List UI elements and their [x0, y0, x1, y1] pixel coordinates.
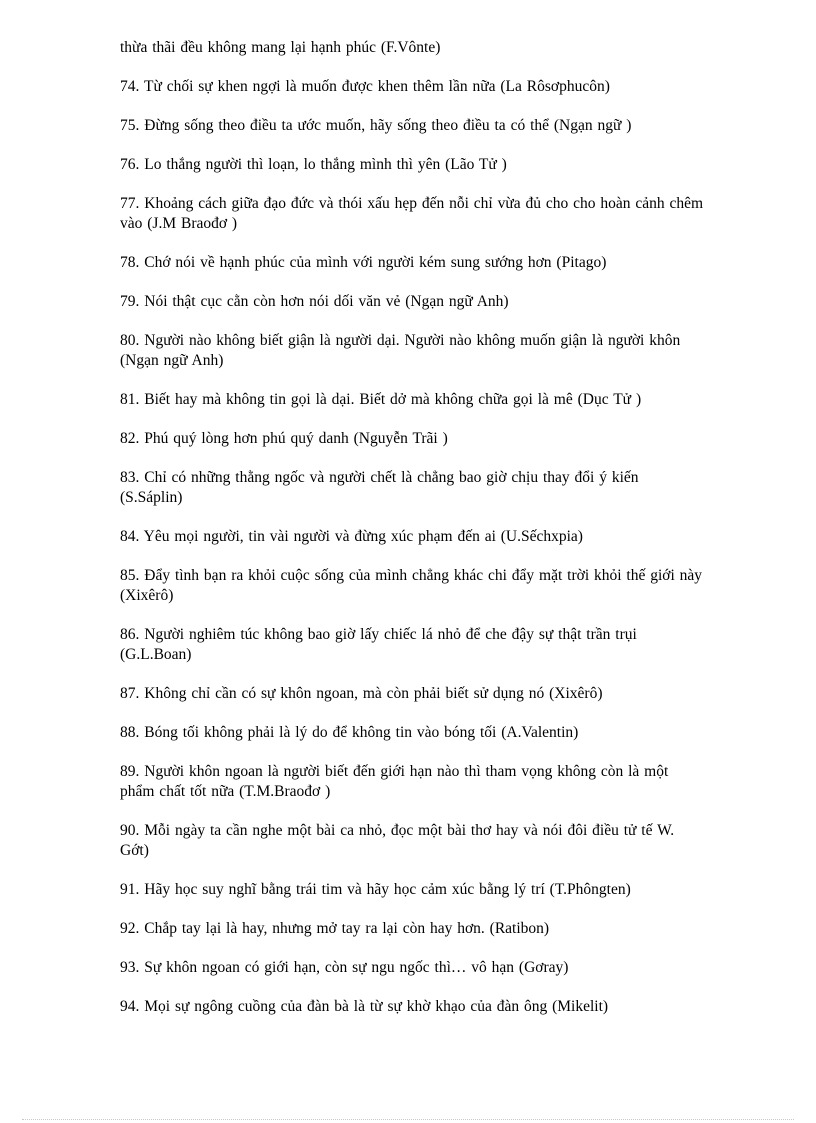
- quote-item: thừa thãi đều không mang lại hạnh phúc (F.Vônte): [120, 39, 441, 56]
- quote-item: 87. Không chỉ cần có sự khôn ngoan, mà còn phải biết sử dụng nó (Xixêrô): [120, 685, 603, 702]
- quote-item: 81. Biết hay mà không tin gọi là dại. Biết dở mà không chữa gọi là mê (Dục Tử ): [120, 391, 642, 408]
- quote-item: 90. Mỗi ngày ta cần nghe một bài ca nhỏ, đọc một bài thơ hay và nói đôi điều tử tế W. Gớt): [120, 822, 675, 859]
- quote-item: 84. Yêu mọi người, tin vài người và đừng xúc phạm đến ai (U.Sếchxpia): [120, 528, 583, 545]
- page-bottom-dotted-rule: [22, 1119, 794, 1120]
- quote-item: 78. Chớ nói về hạnh phúc của mình với người kém sung sướng hơn (Pitago): [120, 254, 607, 271]
- quote-item: 88. Bóng tối không phải là lý do để không tin vào bóng tối (A.Valentin): [120, 724, 579, 741]
- quote-item: 82. Phú quý lòng hơn phú quý danh (Nguyễn Trãi ): [120, 430, 448, 447]
- quote-item: 93. Sự khôn ngoan có giới hạn, còn sự ngu ngốc thì… vô hạn (Gơray): [120, 959, 569, 976]
- quote-item: 85. Đẩy tình bạn ra khỏi cuộc sống của mình chẳng khác chi đẩy mặt trời khỏi thế giới này (Xixêrô): [120, 567, 703, 604]
- quote-item: 89. Người khôn ngoan là người biết đến giới hạn nào thì tham vọng không còn là một phẩm chất tốt nữa (T.M.Braođơ ): [120, 763, 669, 800]
- quote-item: 74. Từ chối sự khen ngợi là muốn được khen thêm lần nữa (La Rôsơphucôn): [120, 78, 610, 95]
- quote-item: 92. Chắp tay lại là hay, nhưng mở tay ra lại còn hay hơn. (Ratibon): [120, 920, 550, 937]
- quote-item: 86. Người nghiêm túc không bao giờ lấy chiếc lá nhỏ để che đậy sự thật trần trụi (G.L.Boan): [120, 626, 637, 663]
- quote-item: 77. Khoảng cách giữa đạo đức và thói xấu hẹp đến nỗi chỉ vừa đủ cho cho hoàn cảnh chêm vào (J.M Braođơ ): [120, 195, 704, 232]
- quote-item: 76. Lo thắng người thì loạn, lo thắng mình thì yên (Lão Tử ): [120, 156, 507, 173]
- quote-item: 94. Mọi sự ngông cuồng của đàn bà là từ sự khờ khạo của đàn ông (Mikelit): [120, 998, 609, 1015]
- quote-item: 91. Hãy học suy nghĩ bằng trái tim và hãy học cảm xúc bằng lý trí (T.Phôngten): [120, 881, 631, 898]
- quote-item: 83. Chỉ có những thằng ngốc và người chết là chẳng bao giờ chịu thay đổi ý kiến (S.Sáplin): [120, 469, 639, 506]
- quote-item: 79. Nói thật cục cằn còn hơn nói dối văn vẻ (Ngạn ngữ Anh): [120, 293, 509, 310]
- quote-item: 80. Người nào không biết giận là người dại. Người nào không muốn giận là người khôn (Ngạn ngữ Anh): [120, 332, 681, 369]
- quote-list: [120, 38, 705, 1036]
- quote-item: 75. Đừng sống theo điều ta ước muốn, hãy sống theo điều ta có thể (Ngạn ngữ ): [120, 117, 632, 134]
